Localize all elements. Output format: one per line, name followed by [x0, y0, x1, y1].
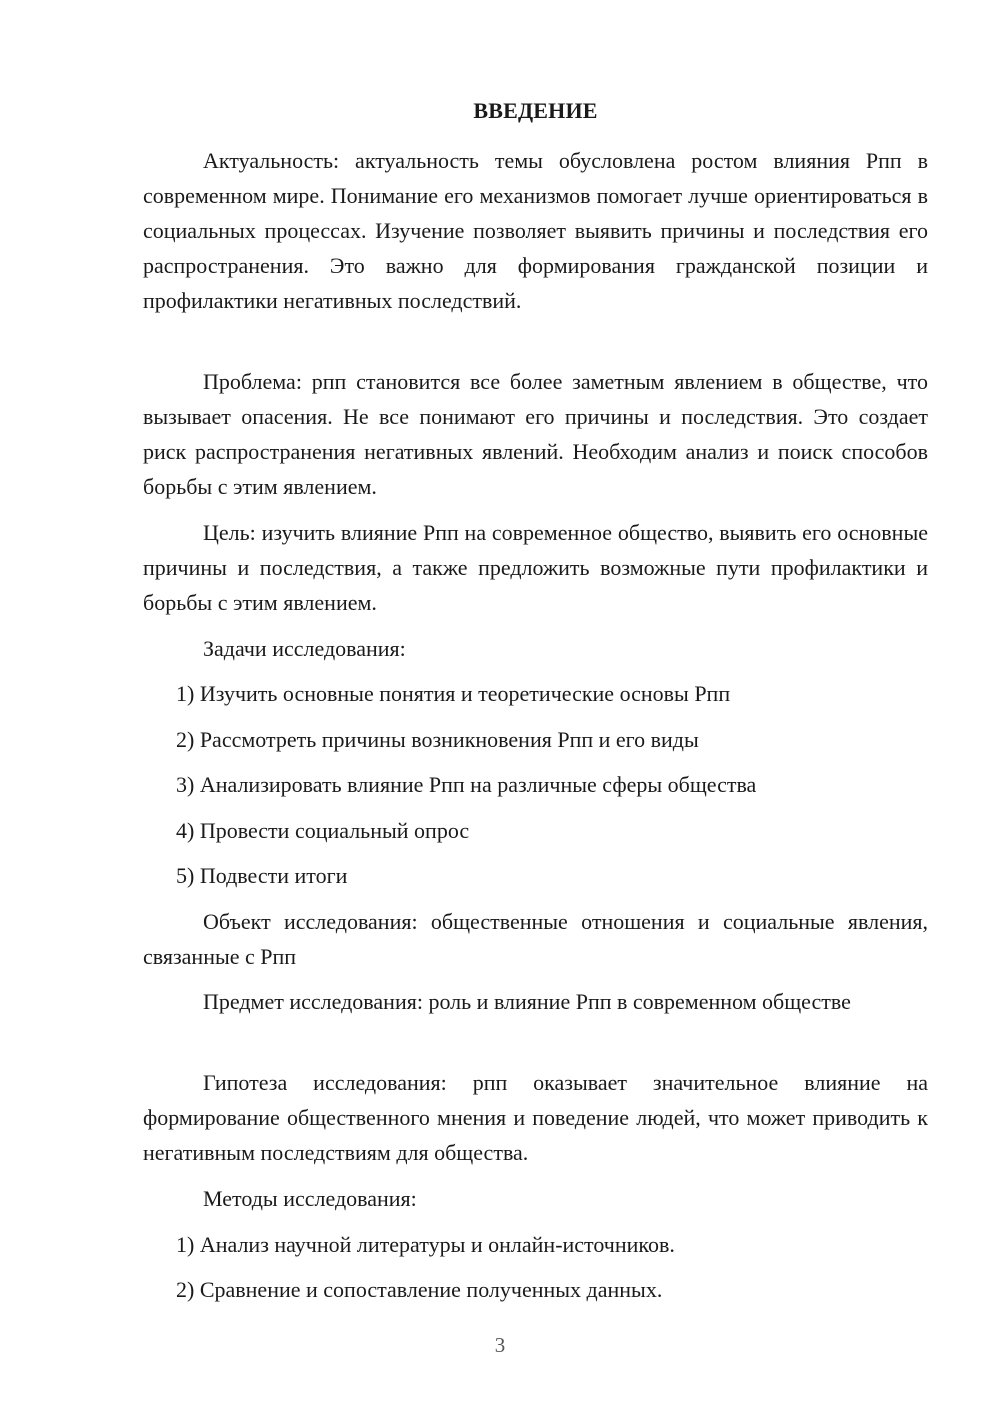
task-item-1: 1) Изучить основные понятия и теоретические основы Рпп	[176, 681, 731, 706]
goal-paragraph: Цель: изучить влияние Рпп на современное общество, выявить его основные причины и последствия, а также предложить возможные пути профилактики и борьбы с этим явлением.	[143, 520, 928, 615]
task-item-3: 3) Анализировать влияние Рпп на различные сферы общества	[176, 772, 757, 797]
problem-paragraph: Проблема: рпп становится все более заметным явлением в обществе, что вызывает опасения. Не все понимают его причины и последствия. Это создает риск распространения негативных явлений. Необходим анализ и поиск способов борьбы с этим явлением.	[143, 369, 928, 499]
task-item-4: 4) Провести социальный опрос	[176, 818, 470, 843]
task-item-2: 2) Рассмотреть причины возникновения Рпп и его виды	[176, 727, 699, 752]
method-item-1: 1) Анализ научной литературы и онлайн-источников.	[176, 1232, 675, 1257]
subject-paragraph: Предмет исследования: роль и влияние Рпп в современном обществе	[203, 989, 851, 1014]
hypothesis-paragraph: Гипотеза исследования: рпп оказывает значительное влияние на формирование общественного мнения и поведение людей, что может приводить к негативным последствиям для общества.	[143, 1070, 928, 1165]
tasks-heading: Задачи исследования:	[203, 636, 406, 661]
page-number: 3	[494, 1333, 506, 1357]
task-item-5: 5) Подвести итоги	[176, 863, 348, 888]
relevance-paragraph: Актуальность: актуальность темы обусловлена ростом влияния Рпп в современном мире. Понимание его механизмов помогает лучше ориентироваться в социальных процессах. Изучение позволяет выявить причины и последствия его распространения. Это важно для формирования гражданской позиции и профилактики негативных последствий.	[143, 148, 928, 313]
methods-heading: Методы исследования:	[203, 1186, 417, 1211]
object-paragraph: Объект исследования: общественные отношения и социальные явления, связанные с Рпп	[143, 909, 928, 969]
method-item-2: 2) Сравнение и сопоставление полученных данных.	[176, 1277, 663, 1302]
page-title: ВВЕДЕНИЕ	[473, 98, 598, 123]
